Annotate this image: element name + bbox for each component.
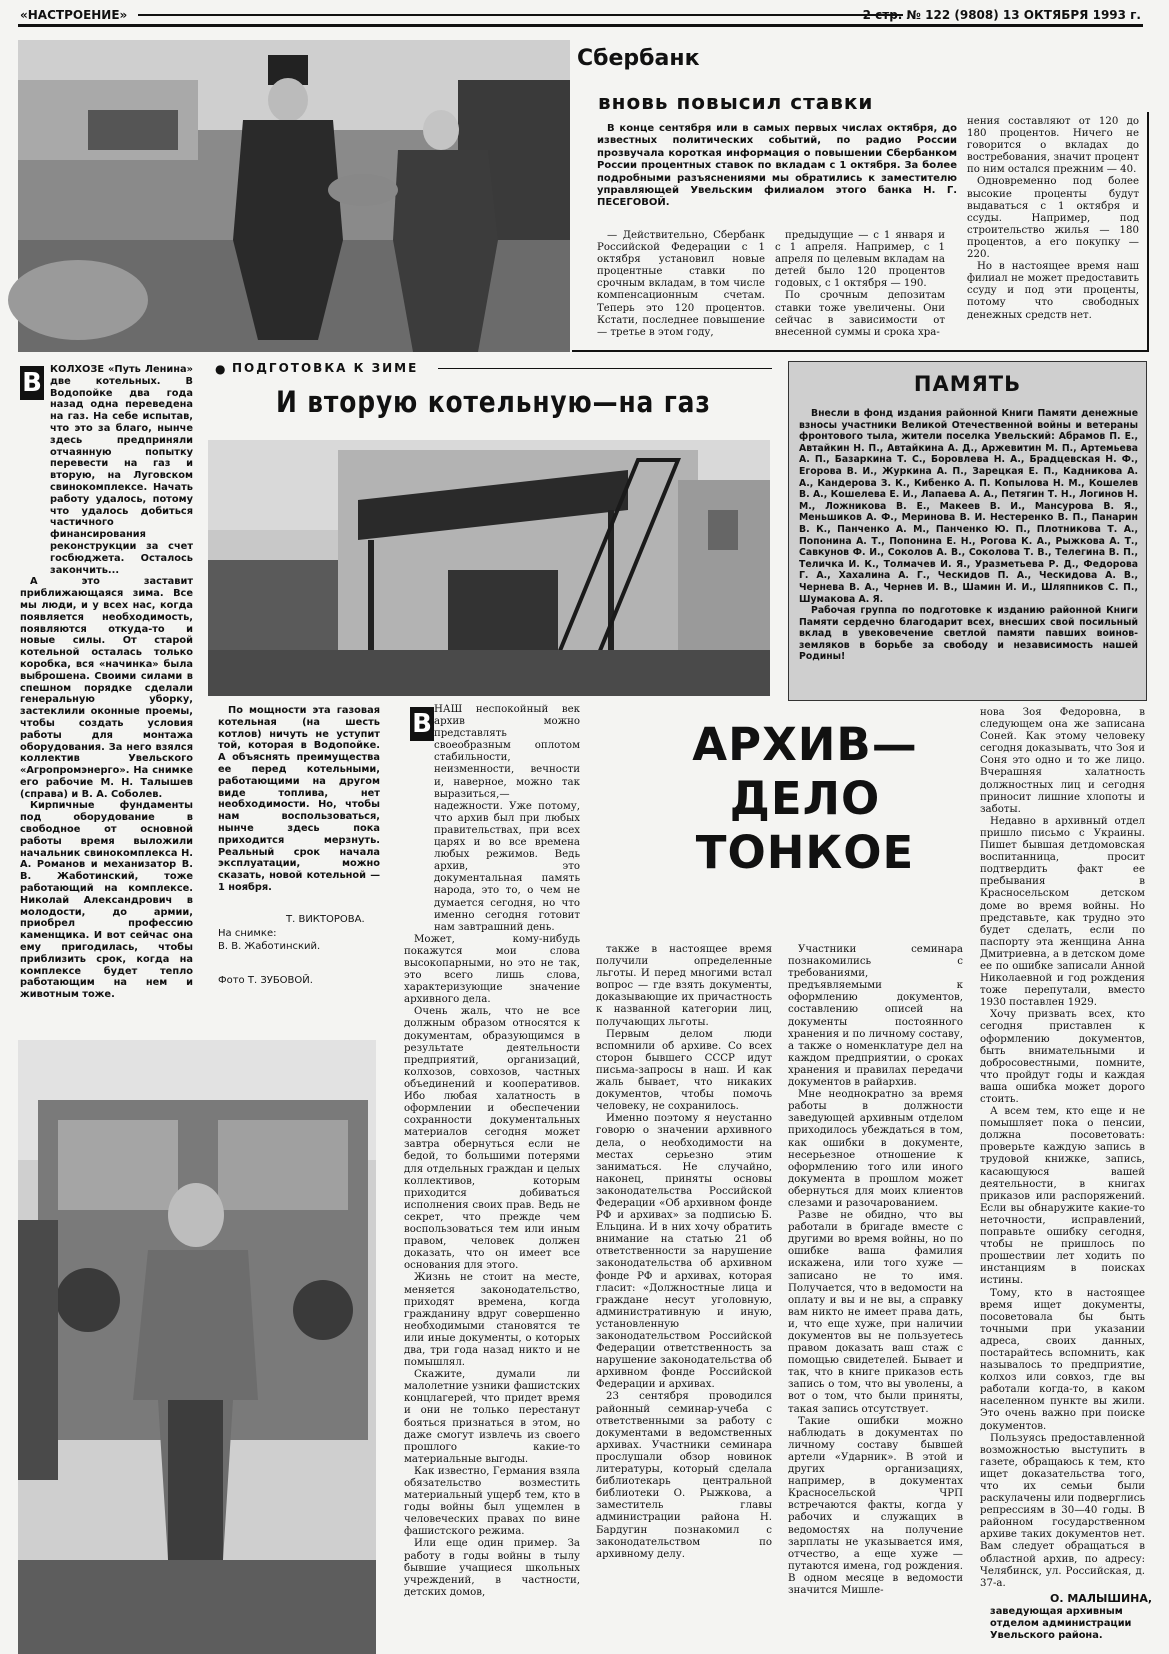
- sberbank-col-3: нения составляют от 120 до 180 процентов. Ничего не говорится о вкладах до востребования, значит процент по ним остался прежним — 40. Одновременно под более высокие проценты будут выдаваться с 1 октября и ссуды. Например, под строительство жилья — 180 процентов, а его покупку — 220. Но в настоящее время наш филиал не может предоставить ссуду и под эти проценты, потому что свободных денежных средств нет.: [967, 116, 1139, 321]
- pamyat-body: Внесли в фонд издания районной Книги Памяти денежные взносы участники Великой Отечественной войны и ветераны фронтового тыла, жители поселка Увельский: Абрамов П. Е., Автайкин Н. П., Автайкина А. Д., Аржевитин М. П., Артемьева А. П., Базаркина Т. С., Боровлева Н. А., Брадцевская Н. Ф., Егорова В. И., Журкина А. П., Зарецкая Е. П., Кадникова А. А., Кандерова З. К., Кибенко А. П. Копылова Н. М., Кошелев В. А., Кошелева Е. И., Лапаева А. А., Петягин Т. Н., Логинов Н. М., Ложникова В. Е., Макеев В. И., Мансурова В. Я., Меньшиков А. Ф., Меринова В. И. Нестеренко В. П., Панарин В. К., Панченко А. М., Панченко Ю. П., Плотникова Т. А., Попонина А. Т., Попонина Е. Н., Рогова К. А., Рыжкова А. Т., Савкунов Ф. И., Соколов А. В., Соколова Т. В., Телегина В. П., Теличка И. К., Толмачев И. Я., Уразметьева Р. Д., Федорова Г. А., Хахалина А. Г., Ческидов П. А., Ческидова А. В., Чернева В. А., Чернев И. В., Шамин И. И., Шляпников С. П., Шумакова А. Я. Рабочая группа по подготовке к изданию районной Книги Памяти сердечно благодарит всех, внесших свой посильный вклад в увековечение светлой памяти павших воинов-земляков в борьбе за свободу и независимость нашей Родины!: [799, 408, 1138, 663]
- archive-dropcap: В: [410, 707, 434, 741]
- boiler-rubric: ПОДГОТОВКА К ЗИМЕ: [232, 361, 419, 375]
- photo-credit: Фото Т. ЗУБОВОЙ.: [218, 975, 313, 986]
- archive-col-1: НАШ неспокойный век архив можно представлять своеобразным оплотом стабильности, неизменности, вечности и, наверное, можно так выразиться,— надежности. Уже потому, что архив был при любых правительствах, при всех царях и во все времена любых режимов. Ведь архив, это документальная память народа, это то, о чем не думается сегодня, но что именно сегодня готовит нам завтрашний день. Может, кому-нибудь покажутся мои слова высокопарными, но это не так, это всего лишь слова, характеризующие значение архивного дела. Очень жаль, что не все должным образом относятся к документам, образующимся в результате деятельности предприятий, организаций, колхозов, совхозов, частных объединений и кооперативов. Ибо любая халатность в оформлении и обеспечении сохранности документальных материалов сегодня может завтра обернуться если не бедой, то большими потерями для отдельных граждан и целых коллективов, которым приходится добиваться исполнения своих прав. Ведь не секрет, что прежде чем воспользоваться тем или иным правом, человек должен доказать, что он имеет все основания для этого. Жизнь не стоит на месте, меняется законодательство, приходят времена, когда гражданину вдруг совершенно необходимыми становятся те или иные документы, о которых два, три года назад никто и не помышлял. Скажите, думали ли малолетние узники фашистских концлагерей, что придет время и они не только перестанут бояться признаться в этом, но даже смогут извлечь из своего прошлого какие-то материальные выгоды. Как известно, Германия взяла обязательство возместить материальный ущерб тем, кто в годы войны был ущемлен в человеческих правах по вине фашистского режима. Или еще один пример. За работу в годы войны в тылу бывшие учащиеся школьных учреждений, в частности, детских домов,: [404, 704, 580, 1598]
- sberbank-col-1: — Действительно, Сбербанк Российской Федерации с 1 октября установил новые процентные ставки по срочным вкладам, в том числе компенсационным счетам. Теперь это 120 процентов. Кстати, последнее повышение — третье в этом году,: [597, 230, 765, 338]
- photo-workers: [18, 40, 570, 352]
- pamyat-box: [788, 361, 1147, 701]
- caption-name: В. В. Жаботинский.: [218, 941, 321, 952]
- boiler-author: Т. ВИКТОРОВА.: [286, 914, 365, 925]
- issue-info: 2 стр. № 122 (9808) 13 ОКТЯБРЯ 1993 г.: [862, 8, 1141, 22]
- sberbank-subtitle: вновь повысил ставки: [598, 90, 874, 114]
- masthead-rule: [138, 14, 903, 16]
- archive-title-line-3: ТОНКОЕ: [695, 826, 915, 879]
- archive-col-3: Участники семинара познакомились с требованиями, предъявляемыми к оформлению документов, составлению описей на документы постоянного хранения и по личному составу, а также о номенклатуре дел на каждом предприятии, о сроках хранения и правилах передачи документов в райархив. Мне неоднократно за время работы в должности заведующей архивным отделом приходилось убеждаться в том, как ошибки в документе, несерьезное отношение к оформлению того или иного документа в прошлом может обернуться для моих клиентов слезами и разочарованием. Разве не обидно, что вы работали в бригаде вместе с другими во время войны, но по ошибке ваша фамилия искажена, или того хуже — записано не то имя. Получается, что в ведомости на оплату и вы и не вы, а справку вам никто не имеет права дать, и, что еще хуже, при наличии документов вы не пользуетесь правом доказать ваш стаж с помощью свидетелей. Бывает и так, что в книге приказов есть запись о том, что вы уволены, а вот о том, что были приняты, такая запись отсутствует. Такие ошибки можно наблюдать в документах по личному составу бывшей артели «Ударник». В этой и других организациях, например, в документах Красносельской ЧРП встречаются факты, когда у рабочих и служащих в ведомостях на получение зарплаты не указывается имя, отчество, а еще хуже — путаются имена, год рождения. В одном месяце в ведомости значится Мишле-: [788, 944, 963, 1596]
- boiler-dropcap: В: [20, 366, 44, 400]
- archive-col-4: нова Зоя Федоровна, в следующем она же записана Соней. Как этому человеку сегодня доказывать, что Зоя и Соня это одно и то же лицо. Вчерашняя халатность должностных лиц и сегодня приносит лишние хлопоты и заботы. Недавно в архивный отдел пришло письмо с Украины. Пишет бывшая детдомовская воспитанница, просит подтвердить факт ее пребывания в Красносельском детском доме во время войны. Но представьте, как трудно это будет сделать, если по паспорту эта женщина Анна Дмитриевна, а в детском доме ее по ошибке записали Анной Николаевной и год рождения тоже перепутали, вместо 1930 поставлен 1929. Хочу призвать всех, кто сегодня приставлен к оформлению документов, быть внимательными и добросовестными, помните, что пройдут годы и каждая ваша ошибка может дорого стоить. А всем тем, кто еще и не помышляет пока о пенсии, должна посоветовать: проверьте каждую запись в трудовой книжке, запись, касающуюся вашей деятельности, в книгах приказов или распоряжений. Если вы обнаружите какие-то неточности, исправлений, поправьте ошибку сегодня, чтобы не пришлось по прошествии лет ходить по инстанциям в поисках истины. Тому, кто в настоящее время ищет документы, посоветовала бы быть точными при указании адреса, своих данных, постарайтесь вспомнить, как называлось то предприятие, колхоз или совхоз, где вы работали когда-то, в каком населенном пункте вы жили. Это очень важно при поиске документов. Пользуясь предоставленной возможностью выступить в газете, обращаюсь к тем, кто ищет доказательства того, что их семьи были раскулачены или подверглись репрессиям в 30—40 годы. В районном государственном архиве таких документов нет. Вам следует обращаться в областной архив, по адресу: Челябинск, ул. Российская, д. 37-а.: [980, 707, 1145, 1589]
- sberbank-right-rule: [1147, 112, 1149, 350]
- boiler-col-2: По мощности эта газовая котельная (на шесть котлов) ничуть не уступит той, которая в Водопойке. А объяснять преимущества ее перед котельными, работающими на другом виде топлива, нет необходимости. Но, чтобы нам воспользоваться, нынче здесь пока приходится мерзнуть. Реальный срок начала эксплуатации, можно сказать, новой котельной — 1 ноября.: [218, 705, 380, 893]
- newspaper-name: «НАСТРОЕНИЕ»: [20, 8, 128, 22]
- boiler-title: И вторую котельную—на газ: [276, 385, 711, 419]
- archive-title: [690, 718, 920, 880]
- sberbank-bottom-rule: [572, 350, 1149, 352]
- archive-title-line-2: ДЕЛО: [729, 772, 881, 825]
- masthead: [18, 6, 1143, 27]
- archive-col-2: также в настоящее время получили определенные льготы. И перед многими встал вопрос — где взять документы, доказывающие их причастность к названной категории лиц, получающих льготы. Первым делом люди вспомнили об архиве. Со всех сторон бывшего СССР идут письма-запросы в наш. И как жаль бывает, что никаких документов, чтобы помочь человеку, не сохранилось. Именно поэтому я неустанно говорю о значении архивного дела, о необходимости на местах серьезно этим заниматься. Не случайно, наконец, приняты основы законодательства Российской Федерации «Об архивном фонде РФ и архивах» за подписью Б. Ельцина. И в них хочу обратить внимание на статью 21 об ответственности за нарушение законодательства об архивном фонде РФ и архивах, которая гласит: «Должностные лица и граждане несут уголовную, административную и иную, установленную законодательством Российской Федерации ответственность за нарушение законодательства об архивном фонде Российской Федерации и архивах. 23 сентября проводился районный семинар-учеба с ответственными за работу с документами в ведомственных архивах. Участники семинара прослушали обзор новинок литературы, который сделала библиотекарь центральной библиотеки О. Рыжкова, а заместитель главы администрации района Н. Бардугин познакомил с законодательством по архивному делу.: [596, 944, 772, 1560]
- sberbank-col-2: предыдущие — с 1 января и с 1 апреля. Например, с 1 апреля по целевым вкладам на детей было 120 процентов годовых, с 1 октября — 190. По срочным депозитам ставки тоже увеличены. Они сейчас в зависимости от внесенной суммы и срока хра-: [775, 230, 945, 338]
- caption-label: На снимке:: [218, 928, 277, 939]
- pamyat-title: ПАМЯТЬ: [913, 372, 1022, 396]
- archive-author-title: заведующая архивным отделом администрации Увельского района.: [990, 1606, 1132, 1641]
- boiler-col-1: КОЛХОЗЕ «Путь Ленина» две котельных. В Водопойке два года назад одна переведена на газ. На себе испытав, что это за благо, нынче здесь предприняли отчаянную попытку перевести на газ и вторую, на Луговском свинокомплексе. Начать работу удалось, потому что удалось добиться частичного финансирования реконструкции за счет госбюджета. Осталось закончить... А это заставит приближающаяся зима. Все мы люди, и у всех нас, когда появляется необходимость, появляются откуда-то и новые силы. От старой котельной осталась только коробка, вся «начинка» была выброшена. Своими силами в спешном порядке сделали генеральную уборку, застеклили оконные проемы, чтобы создать условия работы для монтажа оборудования. За него взялся коллектив Увельского «Агропромэнерго». На снимке его рабочие М. Н. Талышев (справа) и В. А. Соболев. Кирпичные фундаменты под оборудование в свободное от основной работы время выложили начальник свинокомплекса Н. А. Романов и механизатор В. В. Жаботинский, тоже работающий на комплексе. Николай Александрович в молодости, до армии, приобрел профессию каменщика. И вот сейчас она ему пригодилась, чтобы приблизить срок, когда на комплексе будет тепло работающим на нем и животным тоже.: [20, 364, 193, 1001]
- sberbank-lead: В конце сентября или в самых первых числах октября, до известных политических событий, по радио России прозвучала короткая информация о повышении Сбербанком России процентных ставок по вкладам с 1 октября. За более подробными разъяснениями мы обратились к заместителю управляющей Увельским филиалом этого банка Н. Г. ПЕСЕГОВОЙ.: [597, 123, 957, 209]
- photo-boiler-house: [208, 440, 770, 696]
- rubric-bullet: ●: [215, 362, 226, 376]
- archive-title-line-1: АРХИВ—: [692, 718, 918, 771]
- rubric-line: [438, 368, 772, 369]
- archive-author: О. МАЛЫШИНА,: [1050, 1592, 1153, 1605]
- sberbank-title: Сбербанк: [577, 46, 700, 71]
- photo-man-truck: [18, 1040, 376, 1654]
